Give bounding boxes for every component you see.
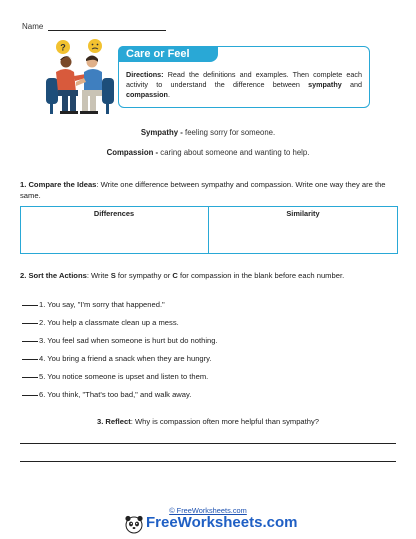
section1-heading: 1. Compare the Ideas: [20, 180, 97, 189]
answer-blank[interactable]: [22, 359, 38, 360]
answer-blank[interactable]: [22, 395, 38, 396]
answer-line[interactable]: [20, 461, 396, 462]
definition-term: Compassion -: [106, 148, 159, 157]
definition-compassion: [0, 148, 416, 157]
directions-label: Directions:: [126, 70, 164, 79]
list-item: [22, 300, 165, 309]
section2-c: C: [172, 271, 178, 280]
definition-text: feeling sorry for someone.: [182, 128, 276, 137]
item-text: 6. You think, "That's too bad," and walk away.: [39, 390, 192, 399]
item-text: 3. You feel sad when someone is hurt but do nothing.: [39, 336, 218, 345]
directions-and: and: [341, 80, 362, 89]
answer-blank[interactable]: [22, 341, 38, 342]
section3-heading: 3. Reflect: [96, 417, 131, 426]
answer-line[interactable]: [20, 443, 396, 444]
list-item: [22, 318, 179, 327]
col-header-differences: Differences: [93, 209, 135, 218]
sad-face-bubble-icon: [88, 39, 102, 53]
footer-brand: FreeWorksheets.com: [146, 514, 298, 531]
compare-table-divider: [208, 206, 209, 254]
list-item: [22, 372, 208, 381]
answer-blank[interactable]: [22, 323, 38, 324]
item-text: 2. You help a classmate clean up a mess.: [39, 318, 179, 327]
section2-s: S: [110, 271, 116, 280]
list-item: [22, 354, 212, 363]
section3-instructions: [0, 417, 416, 426]
answer-blank[interactable]: [22, 305, 38, 306]
term-compassion: compassion: [126, 90, 168, 99]
section3-text: : Why is compassion often more helpful than sympathy?: [130, 417, 319, 426]
name-label: Name: [22, 22, 44, 31]
panda-logo-icon: [124, 514, 144, 534]
list-item: [22, 336, 218, 345]
svg-text:?: ?: [60, 42, 66, 53]
two-people-talking-illustration: [40, 38, 118, 116]
section2-text-a: : Write: [86, 271, 111, 280]
section2-text-b: for sympathy or: [115, 271, 173, 280]
directions-text: [126, 70, 362, 100]
answer-blank[interactable]: [22, 377, 38, 378]
definition-term: Sympathy -: [140, 128, 183, 137]
definition-sympathy: [0, 128, 416, 137]
item-text: 4. You bring a friend a snack when they are hungry.: [39, 354, 212, 363]
worksheet-title: Care or Feel: [126, 48, 190, 60]
col-header-similarity: Similarity: [286, 209, 320, 218]
section2-heading: 2. Sort the Actions: [20, 271, 87, 280]
section1-text: : Write one difference between sympathy and compassion. Write one way they are the same.: [20, 180, 386, 200]
item-text: 1. You say, "I'm sorry that happened.": [39, 300, 165, 309]
section2-text-c: for compassion in the blank before each number.: [177, 271, 345, 280]
directions-body: Read the definitions and examples. Then complete each activity to understand the difference between: [126, 70, 362, 89]
directions-end: .: [167, 90, 170, 99]
item-text: 5. You notice someone is upset and listen to them.: [39, 372, 209, 381]
footer-link[interactable]: © FreeWorksheets.com: [169, 506, 247, 515]
definition-text: caring about someone and wanting to help.: [158, 148, 310, 157]
section2-instructions: [20, 270, 396, 281]
list-item: [22, 390, 191, 399]
name-input-line[interactable]: [48, 30, 166, 31]
term-sympathy: sympathy: [308, 80, 342, 89]
section1-instructions: [20, 179, 396, 201]
